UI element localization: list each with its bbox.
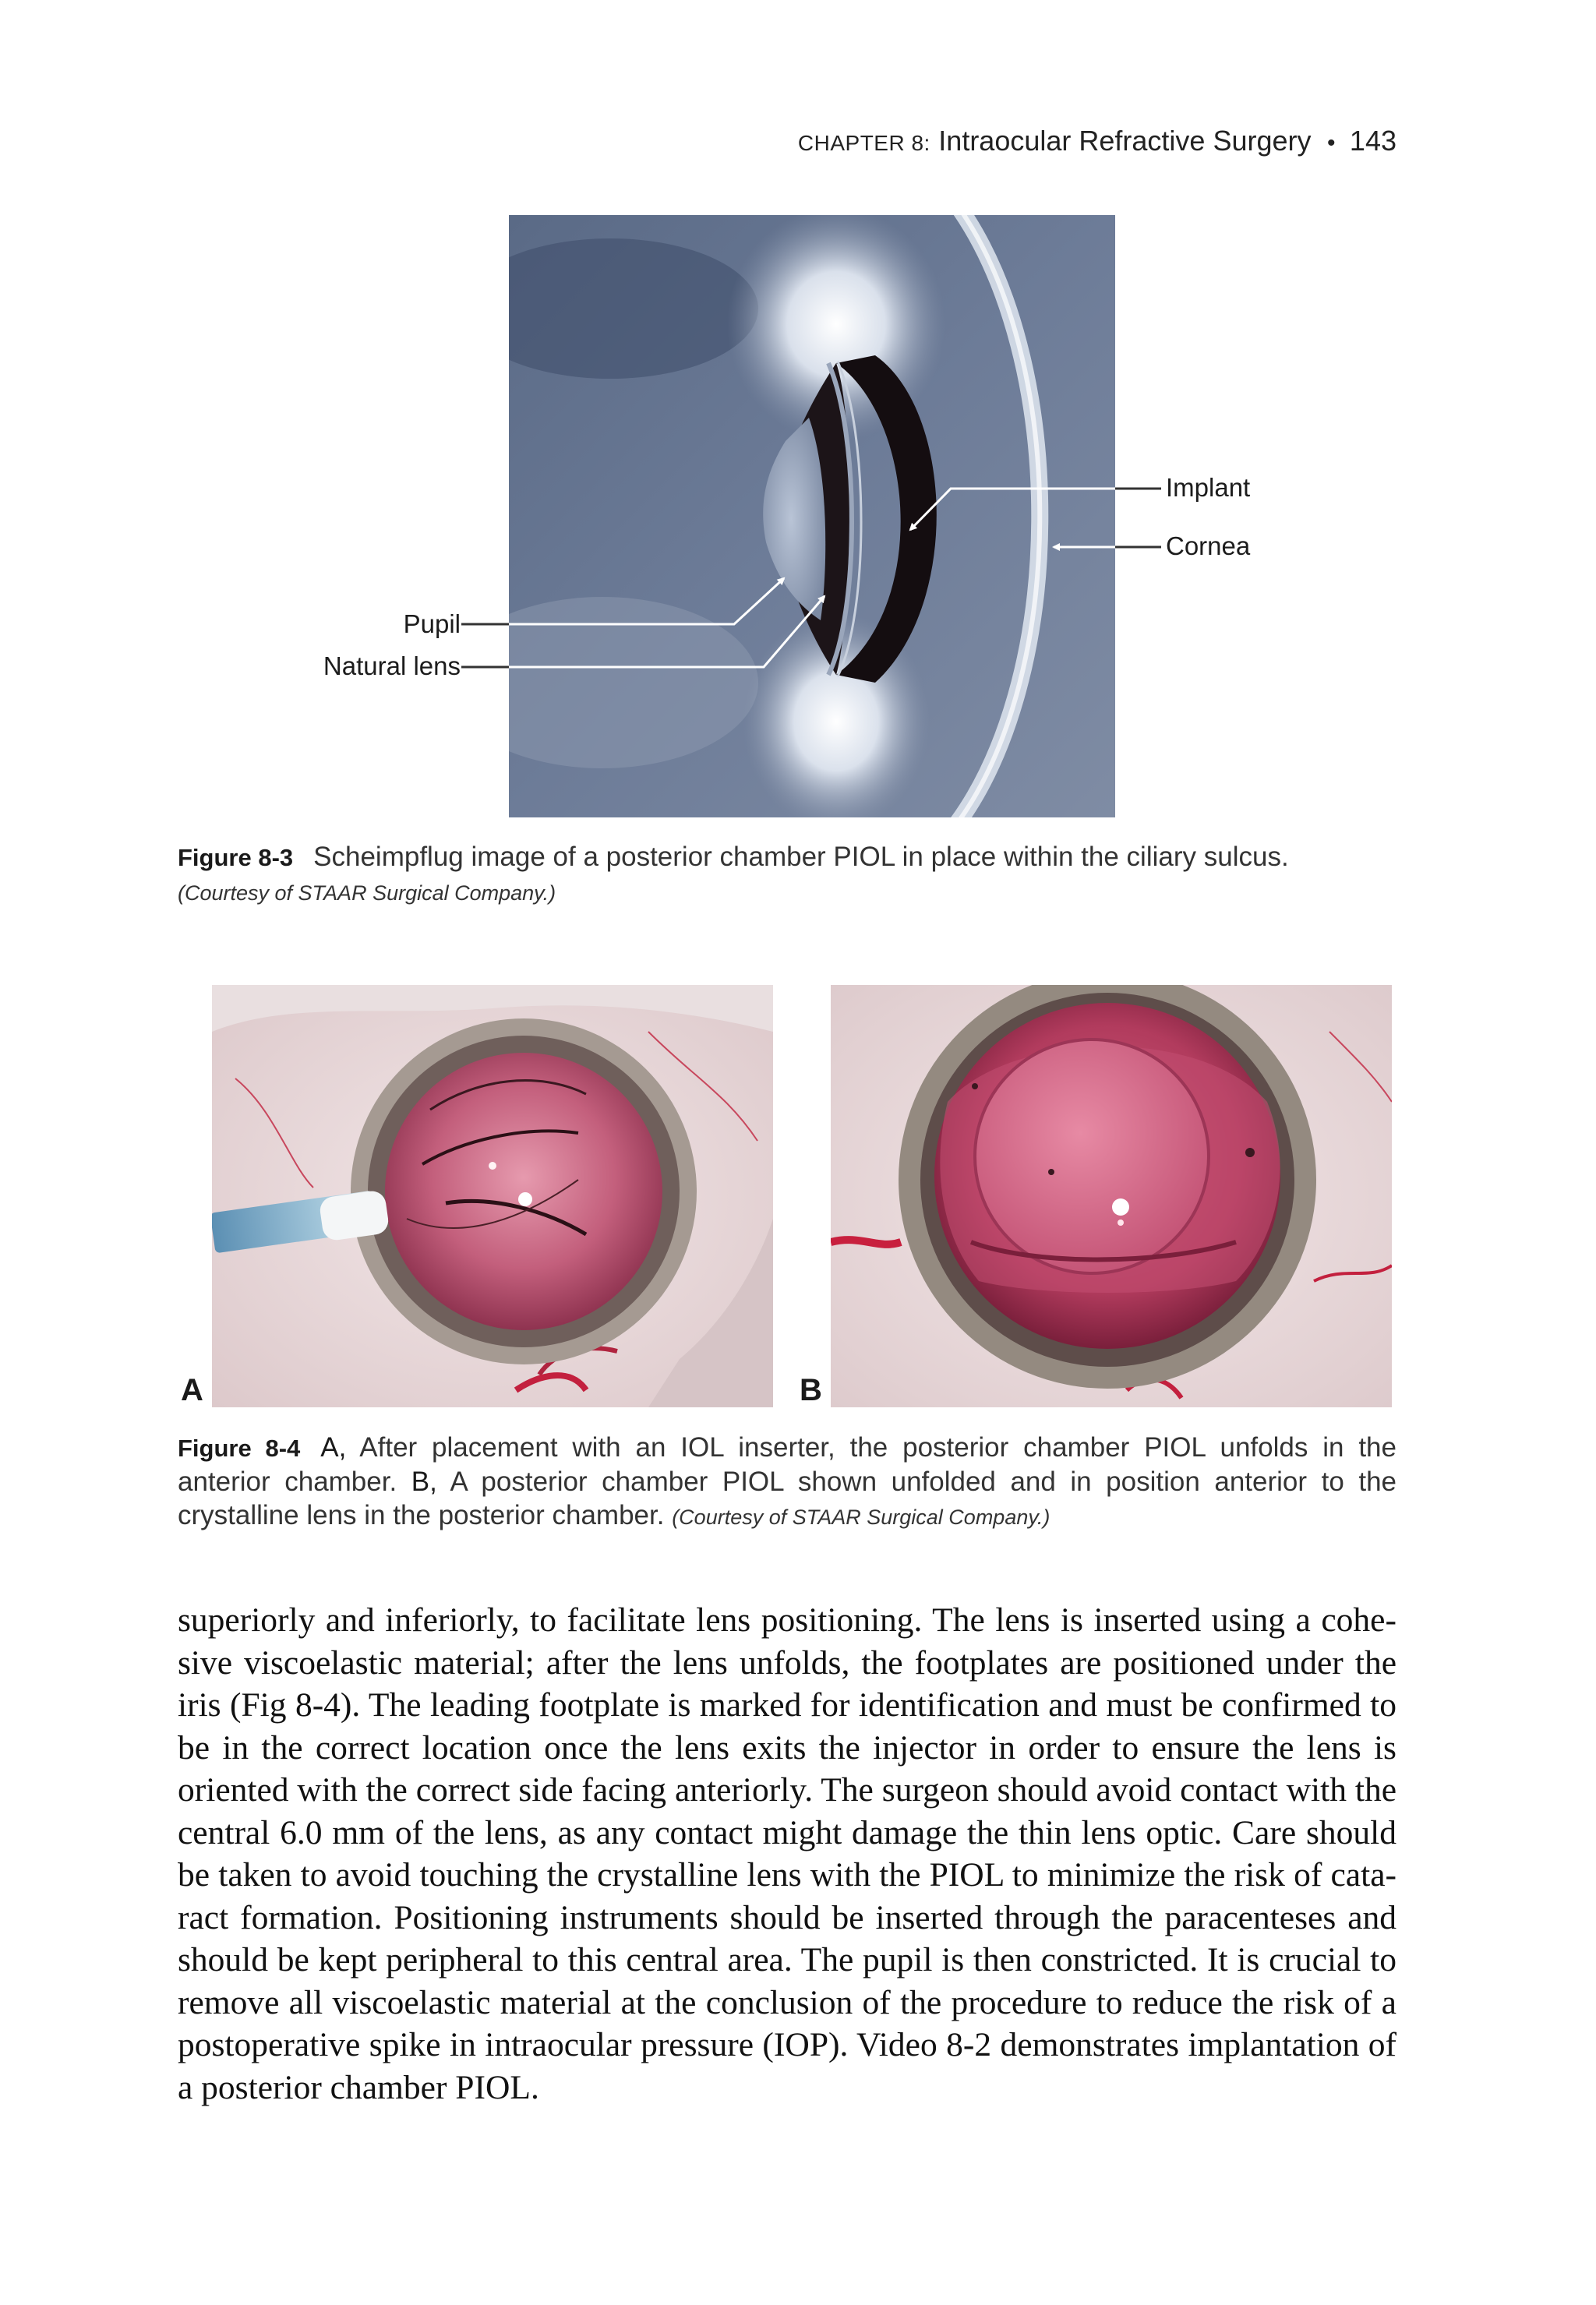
chapter-label: CHAPTER 8: <box>797 131 930 155</box>
figure-8-4-number: Figure 8-4 <box>178 1435 301 1462</box>
pupil-callout-line <box>461 578 784 624</box>
figure-8-4-photo-a <box>212 985 773 1407</box>
label-pupil: Pupil <box>403 609 461 638</box>
chapter-title: Intraocular Refractive Surgery <box>938 125 1312 157</box>
body-paragraph: superiorly and inferiorly, to facilitate lens positioning. The lens is inserted using a cohesive viscoelastic material; after the lens unfolds, the footplates are positioned under the iris (Fig 8-4). The leading footplate is marked for identification and must be confirmed to be in the correct location once the lens exits the injector in order to ensure the lens is oriented with the correct side facing anteriorly. The surgeon should avoid contact with the central 6.0 mm of the lens, as any contact might damage the thin lens optic. Care should be taken to avoid touching the crystalline lens with the PIOL to minimize the risk of cataract formation. Positioning instruments should be inserted through the paracenteses and should be kept peripheral to this central area. The pupil is then constricted. It is crucial to remove all viscoelastic material at the conclusion of the procedure to reduce the risk of a postoperative spike in intraocular pressure (IOP). Video 8-2 demonstrates implantation of a posterior chamber PIOL. <box>178 1601 1396 2106</box>
figure-8-4-caption <box>178 1431 1396 1534</box>
figure-8-4-b-text: A posterior chamber PIOL shown unfolded and in position anterior to the crystalline lens in the posterior chamber. <box>178 1467 1396 1530</box>
figure-8-3-caption <box>178 840 1396 910</box>
page-number: 143 <box>1349 125 1396 157</box>
implant-callout-line <box>910 489 1161 530</box>
figure-8-4-b-label: B, <box>411 1467 437 1497</box>
figure-8-4-a-text: After placement with an IOL inserter, the posterior chamber PIOL unfolds in the anterior chamber. <box>178 1432 1396 1497</box>
label-implant: Implant <box>1166 473 1251 502</box>
header-bullet: • <box>1326 130 1336 156</box>
label-cornea: Cornea <box>1166 531 1251 560</box>
callout-lines <box>0 0 1596 857</box>
label-natural-lens: Natural lens <box>323 651 461 680</box>
figure-8-3-credit: (Courtesy of STAAR Surgical Company.) <box>178 881 556 905</box>
panel-label-b: B <box>800 1373 822 1407</box>
natural-lens-callout-line <box>461 596 824 667</box>
figure-8-3-number: Figure 8-3 <box>178 844 294 871</box>
panel-label-a: A <box>181 1373 203 1407</box>
figure-8-4-photo-b <box>831 985 1392 1407</box>
figure-8-4-a-label: A, <box>320 1432 347 1463</box>
figure-8-4-credit: (Courtesy of STAAR Surgical Company.) <box>672 1505 1050 1529</box>
figure-8-3-text: Scheimpflug image of a posterior chamber PIOL in place within the ciliary sulcus. <box>313 842 1289 872</box>
